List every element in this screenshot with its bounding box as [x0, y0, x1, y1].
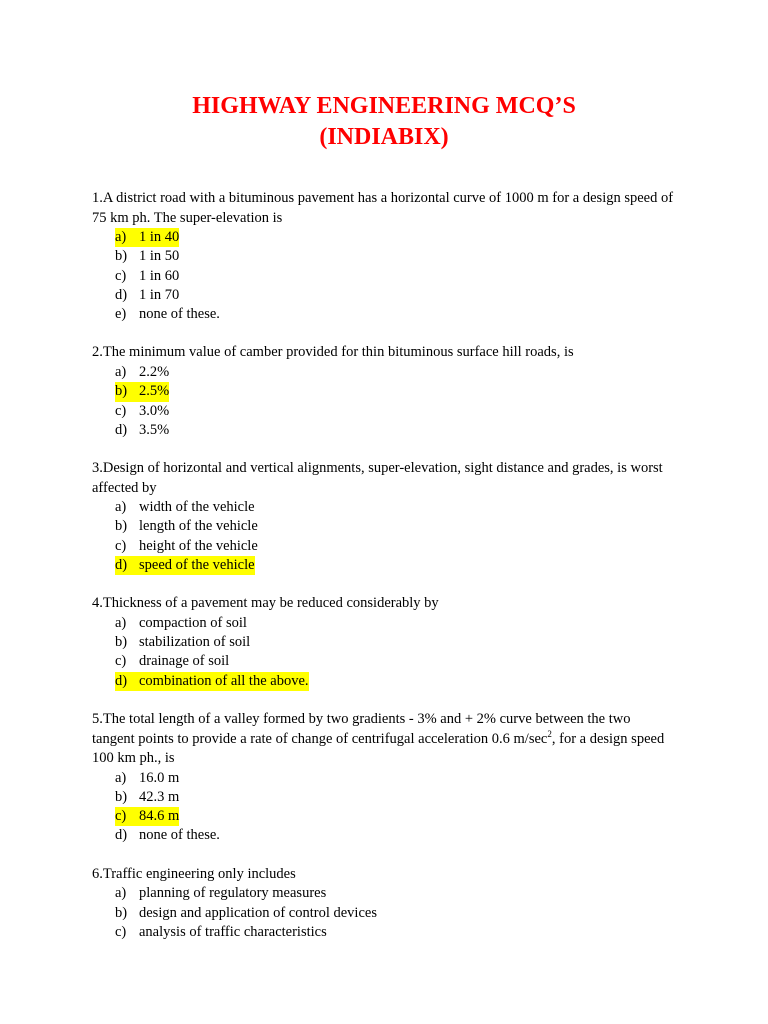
option-item: [92, 247, 676, 266]
option-content: [115, 402, 169, 421]
correct-answer-highlight: [115, 228, 179, 247]
option-letter: b): [115, 788, 128, 805]
option-text: analysis of traffic characteristics: [139, 923, 327, 940]
option-content: [115, 537, 258, 556]
option-letter: b): [115, 904, 128, 921]
option-item: [92, 382, 676, 401]
option-text: 84.6 m: [139, 808, 180, 825]
option-item: [92, 402, 676, 421]
option-item: [92, 305, 676, 324]
option-item: [92, 556, 676, 575]
option-text: 16.0 m: [139, 769, 180, 786]
question-text: [92, 594, 676, 614]
question-text-content: 1.A district road with a bituminous pavement has a horizontal curve of 1000 m for a design speed of 75 km ph. The super-elevation is: [92, 190, 674, 226]
option-item: [92, 884, 676, 903]
option-list: [92, 363, 676, 440]
option-text: 3.0%: [139, 402, 170, 419]
option-letter: b): [115, 383, 128, 400]
question-text: [92, 459, 676, 498]
option-content: [115, 517, 258, 536]
option-text: 2.5%: [139, 383, 170, 400]
title-line-2: (INDIABIX): [319, 124, 449, 150]
option-content: [115, 286, 179, 305]
option-content: [115, 788, 179, 807]
option-text: 3.5%: [139, 421, 170, 438]
option-letter: d): [115, 421, 128, 438]
option-item: [92, 421, 676, 440]
question-text: [92, 865, 676, 885]
option-list: [92, 769, 676, 846]
question-text-content: 5.The total length of a valley formed by two gradients - 3% and + 2% curve between the two tangent points to provide a rate of change of centrifugal acceleration 0.6 m/sec: [92, 711, 631, 747]
option-item: [92, 363, 676, 382]
option-letter: a): [115, 499, 127, 516]
correct-answer-highlight: [115, 382, 169, 401]
question-6: [92, 865, 676, 942]
option-content: [115, 652, 229, 671]
option-text: 1 in 70: [139, 286, 180, 303]
question-text: [92, 189, 676, 228]
option-letter: b): [115, 518, 128, 535]
option-text: 1 in 40: [139, 229, 180, 245]
question-text-content: 4.Thickness of a pavement may be reduced considerably by: [92, 595, 439, 612]
option-item: [92, 807, 676, 826]
option-text: length of the vehicle: [139, 518, 258, 535]
question-3: [92, 459, 676, 575]
option-item: [92, 537, 676, 556]
option-content: [115, 633, 250, 652]
option-text: none of these.: [139, 306, 220, 323]
question-text: [92, 343, 676, 363]
option-item: [92, 267, 676, 286]
option-letter: d): [115, 672, 128, 689]
option-letter: b): [115, 634, 128, 651]
option-letter: a): [115, 363, 127, 380]
correct-answer-highlight: [115, 672, 309, 691]
question-5: [92, 710, 676, 846]
option-content: [115, 421, 169, 440]
option-text: speed of the vehicle: [139, 557, 255, 574]
option-letter: c): [115, 923, 127, 940]
page-title: [92, 0, 676, 153]
question-text-content: 3.Design of horizontal and vertical alignments, super-elevation, sight distance and grades, is worst affected by: [92, 460, 663, 496]
option-content: [115, 769, 179, 788]
option-text: drainage of soil: [139, 653, 230, 670]
question-1: [92, 189, 676, 324]
option-letter: a): [115, 229, 127, 245]
option-content: [115, 614, 247, 633]
option-content: [115, 904, 377, 923]
question-2: [92, 343, 676, 440]
option-letter: d): [115, 827, 128, 844]
option-letter: c): [115, 537, 127, 554]
question-text-content-end: , for a design speed 100 km ph., is: [92, 730, 665, 767]
option-content: [115, 826, 220, 845]
option-item: [92, 498, 676, 517]
option-content: [115, 363, 169, 382]
option-text: combination of all the above.: [139, 672, 309, 689]
option-letter: d): [115, 286, 128, 303]
superscript: 2: [547, 728, 552, 739]
option-letter: c): [115, 808, 127, 825]
option-text: planning of regulatory measures: [139, 885, 327, 902]
option-letter: c): [115, 402, 127, 419]
option-item: [92, 228, 676, 247]
option-content: [115, 884, 326, 903]
option-content: [115, 498, 255, 517]
question-list: [92, 189, 676, 942]
option-list: [92, 614, 676, 691]
option-list: [92, 884, 676, 942]
option-text: compaction of soil: [139, 614, 247, 631]
option-text: 1 in 60: [139, 267, 180, 284]
option-letter: a): [115, 614, 127, 631]
option-content: [115, 923, 327, 942]
option-text: 1 in 50: [139, 248, 180, 265]
option-item: [92, 769, 676, 788]
option-letter: d): [115, 557, 128, 574]
option-item: [92, 633, 676, 652]
option-text: width of the vehicle: [139, 499, 255, 516]
option-text: 2.2%: [139, 363, 170, 380]
option-letter: e): [115, 306, 127, 323]
option-text: height of the vehicle: [139, 537, 258, 554]
option-letter: b): [115, 248, 128, 265]
option-letter: c): [115, 267, 127, 284]
option-item: [92, 826, 676, 845]
option-item: [92, 614, 676, 633]
correct-answer-highlight: [115, 807, 179, 826]
question-text: [92, 710, 676, 769]
option-item: [92, 788, 676, 807]
correct-answer-highlight: [115, 556, 255, 575]
option-letter: a): [115, 769, 127, 786]
option-list: [92, 498, 676, 575]
option-content: [115, 267, 179, 286]
option-text: 42.3 m: [139, 788, 180, 805]
question-4: [92, 594, 676, 691]
question-text-content: 6.Traffic engineering only includes: [92, 865, 296, 882]
option-text: none of these.: [139, 827, 220, 844]
option-text: design and application of control devices: [139, 904, 377, 921]
option-item: [92, 652, 676, 671]
option-item: [92, 517, 676, 536]
option-item: [92, 923, 676, 942]
option-letter: a): [115, 885, 127, 902]
option-text: stabilization of soil: [139, 634, 251, 651]
option-list: [92, 228, 676, 324]
option-item: [92, 672, 676, 691]
option-content: [115, 305, 220, 324]
option-item: [92, 286, 676, 305]
question-text-content: 2.The minimum value of camber provided for thin bituminous surface hill roads, is: [92, 344, 574, 361]
option-item: [92, 904, 676, 923]
option-content: [115, 247, 179, 266]
title-line-1: HIGHWAY ENGINEERING MCQ’S: [192, 93, 576, 119]
option-letter: c): [115, 653, 127, 670]
